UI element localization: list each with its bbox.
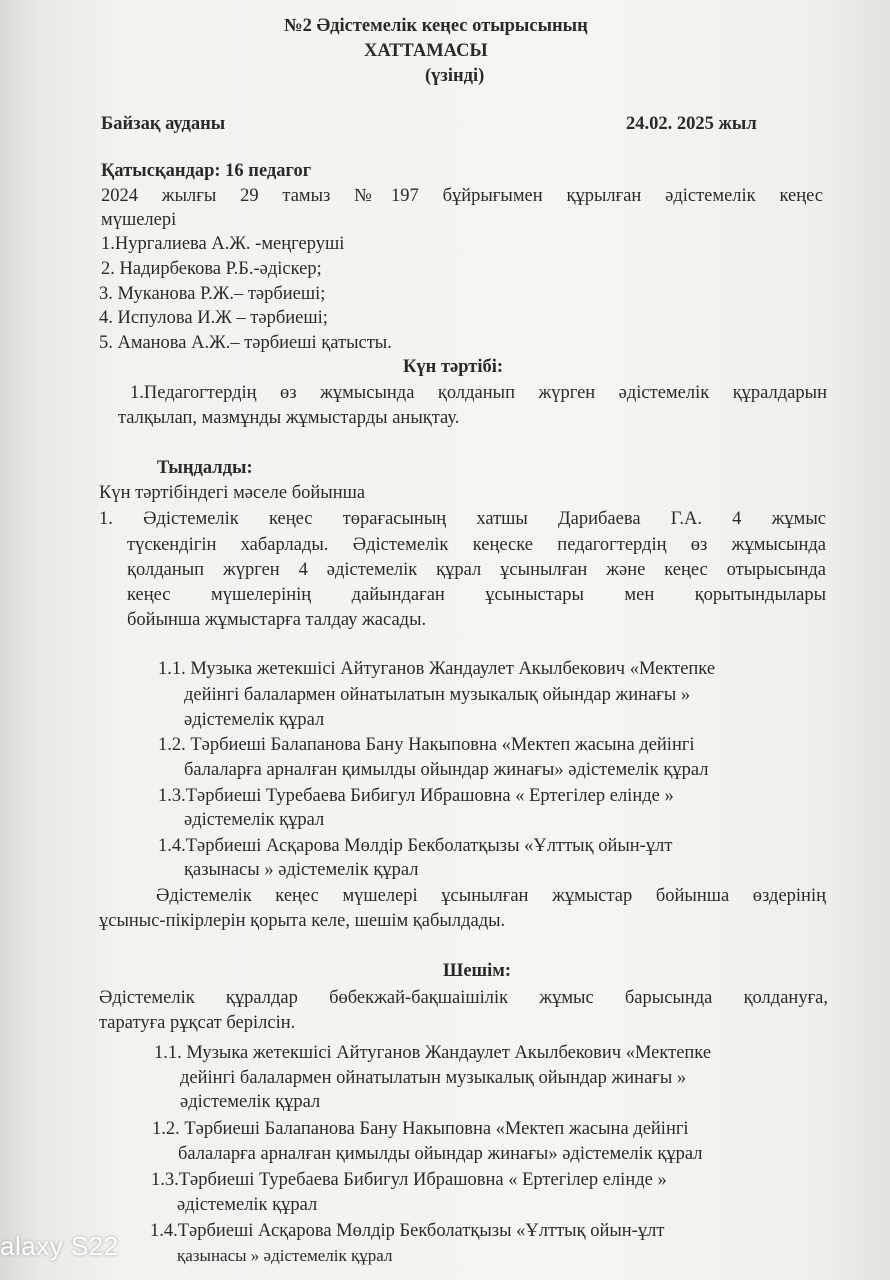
decision-list-item: 1.2. Тәрбиеші Балапанова Бану Накыповна «Мектеп жасына дейінгі xyxy=(152,1119,689,1139)
member-item: 4. Испулова И.Ж – тәрбиеші; xyxy=(99,308,328,328)
heard-closing-line2: ұсыныс-пікірлерін қорыта келе, шешім қабылдады. xyxy=(99,911,506,931)
decision-line2: таратуға рұқсат берілсін. xyxy=(99,1013,296,1033)
heard-list-item: дейінгі балалармен ойнатылатын музыкалық ойындар жинағы » xyxy=(184,685,691,705)
decision-list-item: әдістемелік құрал xyxy=(180,1092,321,1112)
participants-intro-line2: мүшелері xyxy=(101,210,177,230)
heard-list-item: қазынасы » әдістемелік құрал xyxy=(184,860,419,880)
heard-list-item: 1.3.Тәрбиеші Туребаева Бибигул Ибрашовна « Ертегілер елінде » xyxy=(158,786,674,806)
member-item: 1.Нургалиева А.Ж. -меңгеруші xyxy=(101,234,345,254)
heard-closing-line1: Әдістемелік кеңес мүшелері ұсынылған жұмыстар бойынша өздерінің xyxy=(156,886,826,906)
heard-list-item: 1.1. Музыка жетекшісі Айтуганов Жандаулет Акылбекович «Мектепке xyxy=(158,659,716,679)
participants-title: Қатысқандар: 16 педагог xyxy=(101,161,312,181)
heard-paragraph-line: қолданып жүрген 4 әдістемелік құрал ұсынылған және кеңес отырысында xyxy=(127,560,826,580)
member-item: 2. Надирбекова Р.Б.-әдіскер; xyxy=(101,259,322,279)
heard-list-item: 1.2. Тәрбиеші Балапанова Бану Накыповна «Мектеп жасына дейінгі xyxy=(158,735,695,755)
heard-subtitle: Күн тәртібіндегі мәселе бойынша xyxy=(99,483,366,503)
camera-watermark: alaxy S22 xyxy=(0,1231,119,1261)
heard-list-item: балаларға арналған қимылды ойындар жинағы» әдістемелік құрал xyxy=(184,760,709,780)
decision-list-item: 1.4.Тәрбиеші Асқарова Мөлдір Бекболатқызы «Ұлттық ойын-ұлт xyxy=(150,1221,665,1241)
agenda-title: Күн тәртібі: xyxy=(403,357,504,377)
protocol-title-line3: (үзінді) xyxy=(425,66,485,86)
agenda-line2: талқылап, мазмұнды жұмыстарды анықтау. xyxy=(118,408,460,428)
participants-intro-line1: 2024 жылғы 29 тамыз №197 бұйрығымен құрылған әдістемелік кеңес xyxy=(101,186,823,206)
heard-paragraph-line: бойынша жұмыстарға талдау жасады. xyxy=(127,610,427,630)
decision-list-item: әдістемелік құрал xyxy=(177,1195,318,1215)
decision-list-item: қазынасы » әдістемелік құрал xyxy=(177,1246,393,1265)
heard-list-item: әдістемелік құрал xyxy=(184,810,325,830)
decision-list-item: 1.3.Тәрбиеші Туребаева Бибигул Ибрашовна « Ертегілер елінде » xyxy=(151,1170,667,1190)
decision-list-item: дейінгі балалармен ойнатылатын музыкалық ойындар жинағы » xyxy=(180,1068,687,1088)
member-item: 5. Аманова А.Ж.– тәрбиеші қатысты. xyxy=(99,333,392,353)
heard-list-item: 1.4.Тәрбиеші Асқарова Мөлдір Бекболатқызы «Ұлттық ойын-ұлт xyxy=(158,836,673,856)
heard-paragraph-line: түскендігін хабарлады. Әдістемелік кеңеске педагогтердің өз жұмысында xyxy=(127,535,826,555)
heard-paragraph-line: 1. Әдістемелік кеңес төрағасының хатшы Дарибаева Г.А. 4 жұмыс xyxy=(99,509,826,529)
district-label: Байзақ ауданы xyxy=(101,114,226,134)
heard-paragraph-line: кеңес мүшелерінің дайындаған ұсыныстары мен қорытындылары xyxy=(127,585,826,605)
member-item: 3. Муканова Р.Ж.– тәрбиеші; xyxy=(99,284,326,304)
decision-list-item: 1.1. Музыка жетекшісі Айтуганов Жандаулет Акылбекович «Мектепке xyxy=(154,1043,712,1063)
decision-list-item: балаларға арналған қимылды ойындар жинағы» әдістемелік құрал xyxy=(178,1144,703,1164)
date-label: 24.02. 2025 жыл xyxy=(626,114,757,134)
heard-title: Тыңдалды: xyxy=(157,458,253,478)
decision-line1: Әдістемелік құралдар бөбекжай-бақшаішілік жұмыс барысында қолдануға, xyxy=(99,988,828,1008)
protocol-title-line1: №2 Әдістемелік кеңес отырысының xyxy=(284,16,588,36)
decision-title: Шешім: xyxy=(443,961,512,981)
heard-list-item: әдістемелік құрал xyxy=(184,710,325,730)
agenda-line1: 1.Педагогтердің өз жұмысында қолданып жүрген әдістемелік құралдарын xyxy=(130,383,827,403)
protocol-title-line2: ХАТТАМАСЫ xyxy=(364,41,488,61)
